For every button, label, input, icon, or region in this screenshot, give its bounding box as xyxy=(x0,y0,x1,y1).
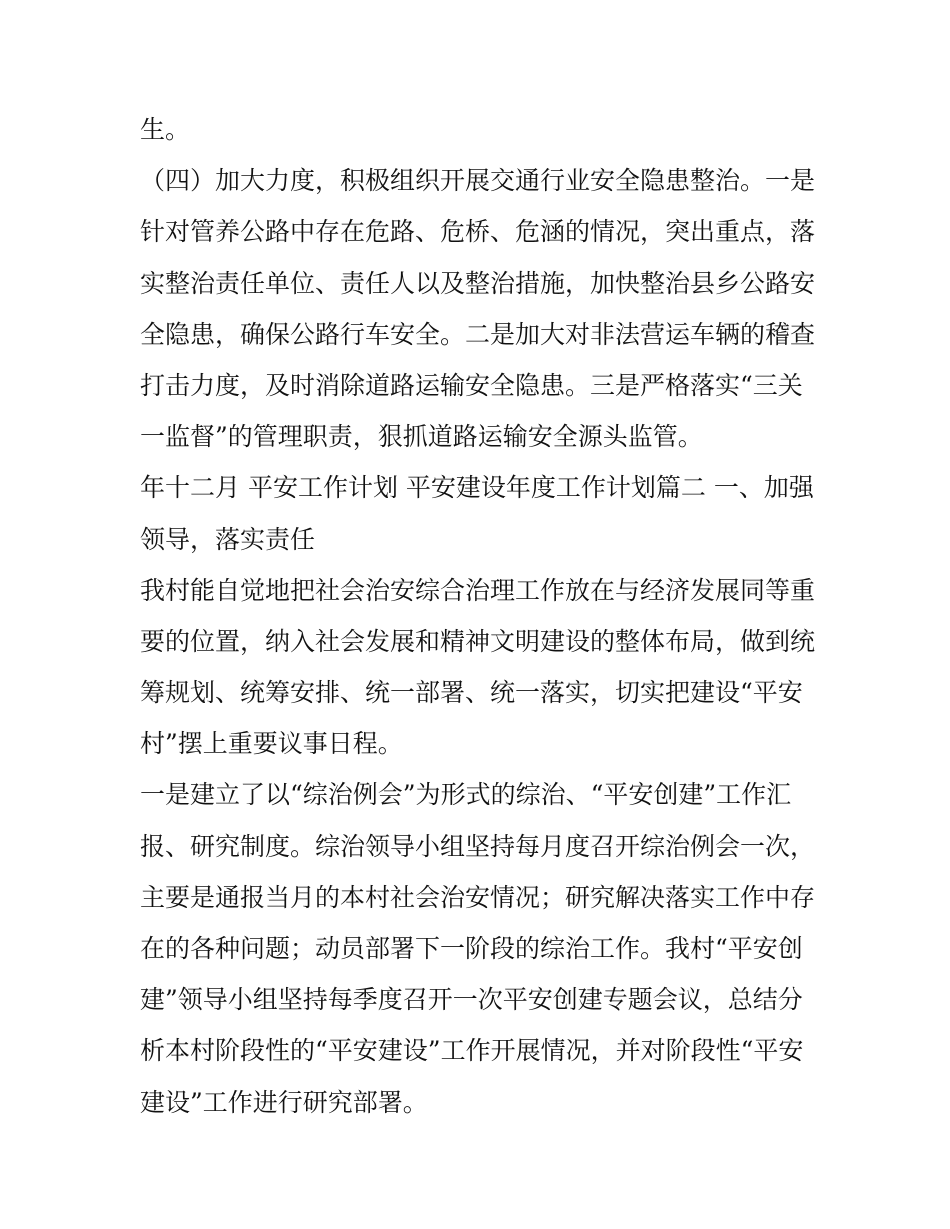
text-line: 一监督”的管理职责，狠抓道路运输安全源头监管。 xyxy=(140,422,703,452)
text-line: 建设”工作进行研究部署。 xyxy=(140,1087,428,1117)
text-line: 年十二月 平安工作计划 平安建设年度工作计划篇二 一、加强 xyxy=(140,473,814,503)
text-line: 析本村阶段性的“平安建设”工作开展情况，并对阶段性“平安 xyxy=(140,1036,804,1066)
text-line: 针对管养公路中存在危路、危桥、危涵的情况，突出重点，落 xyxy=(140,217,816,247)
text-line: 领导，落实责任 xyxy=(140,524,316,554)
text-line: 建”领导小组坚持每季度召开一次平安创建专题会议，总结分 xyxy=(140,985,803,1015)
text-line: 在的各种问题；动员部署下一阶段的综治工作。我村“平安创 xyxy=(140,934,803,963)
text-line: 筹规划、统筹安排、统一部署、统一落实，切实把建设“平安 xyxy=(140,678,803,708)
text-line: 我村能自觉地把社会治安综合治理工作放在与经济发展同等重 xyxy=(140,575,816,605)
text-line: 主要是通报当月的本村社会治安情况；研究解决落实工作中存 xyxy=(140,882,816,912)
text-line: 打击力度，及时消除道路运输安全隐患。三是严格落实“三关 xyxy=(140,370,803,400)
text-line: 一是建立了以“综治例会”为形式的综治、“平安创建”工作汇 xyxy=(140,780,792,810)
text-line: （四）加大力度，积极组织开展交通行业安全隐患整治。一是 xyxy=(140,166,816,196)
text-line: 实整治责任单位、责任人以及整治措施，加快整治县乡公路安 xyxy=(140,268,816,298)
document-body xyxy=(140,104,820,1128)
text-line: 全隐患，确保公路行车安全。二是加大对非法营运车辆的稽查 xyxy=(140,319,816,349)
text-line: 生。 xyxy=(140,115,191,144)
text-line: 村”摆上重要议事日程。 xyxy=(140,729,403,759)
text-line: 报、研究制度。综治领导小组坚持每月度召开综治例会一次， xyxy=(140,831,816,861)
text-line: 要的位置，纳入社会发展和精神文明建设的整体布局，做到统 xyxy=(140,626,816,656)
